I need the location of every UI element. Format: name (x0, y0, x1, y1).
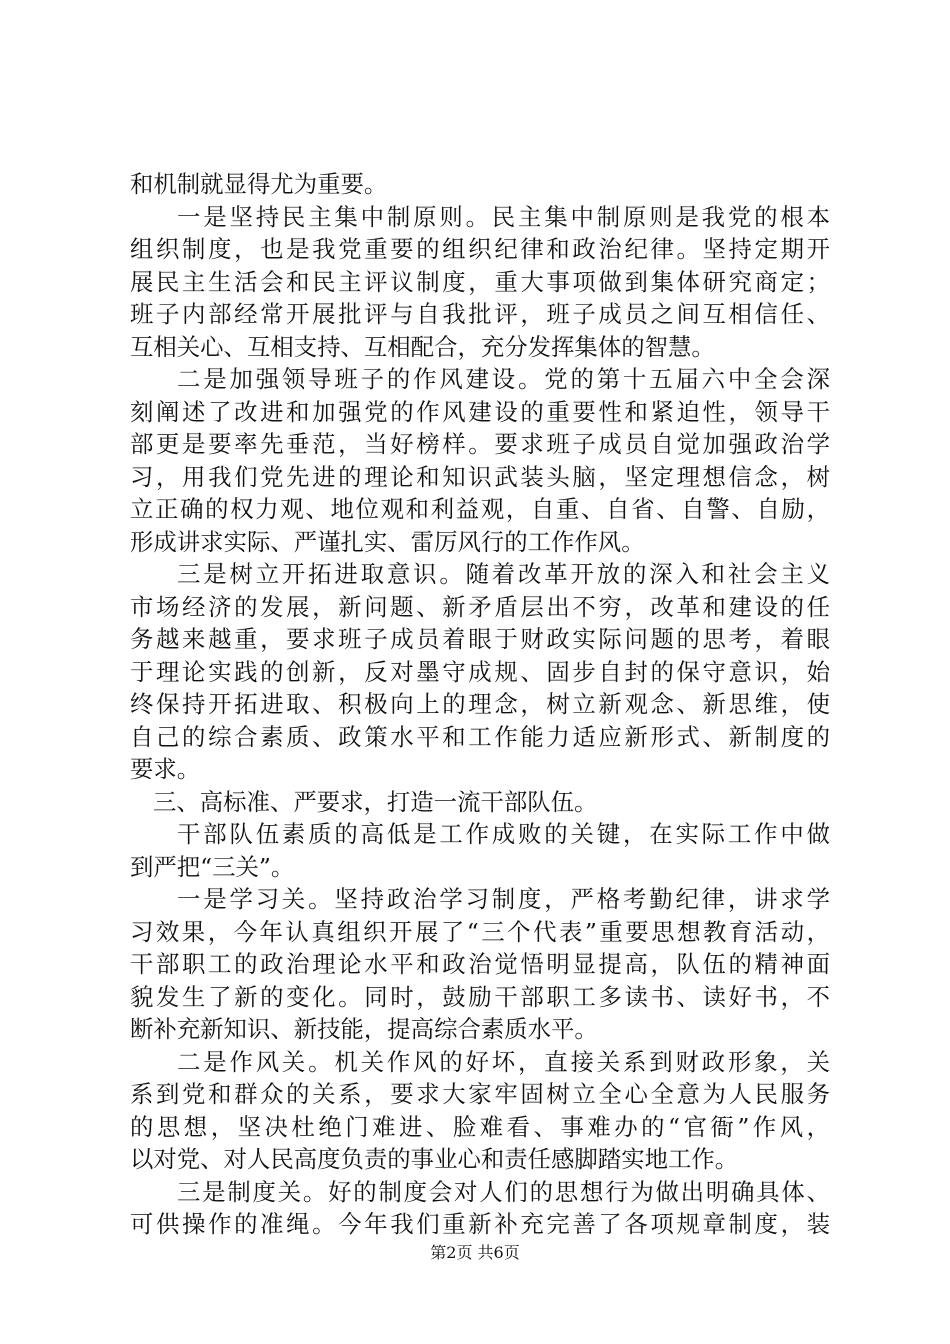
text-line: 的思想，坚决杜绝门难进、脸难看、事难办的“官衙”作风， (130, 1112, 830, 1141)
document-body (130, 168, 830, 1241)
text-line: 班子内部经常开展批评与自我批评，班子成员之间互相信任、 (130, 300, 830, 328)
page-number-label: 第2页 共6页 (430, 1243, 520, 1262)
text-line: 自己的综合素质、政策水平和工作能力适应新形式、新制度的 (130, 722, 830, 751)
text-line: 二是加强领导班子的作风建设。党的第十五届六中全会深 (177, 365, 830, 393)
text-line: 终保持开拓进取、积极向上的理念，树立新观念、新思维，使 (130, 690, 830, 718)
text-line: 三、高标准、严要求，打造一流干部队伍。 (153, 787, 598, 816)
text-line: 以对党、对人民高度负责的事业心和责任感脚踏实地工作。 (130, 1145, 739, 1173)
text-line: 和机制就显得尤为重要。 (130, 170, 388, 198)
text-line: 市场经济的发展，新问题、新矛盾层出不穷，改革和建设的任 (130, 592, 830, 621)
text-line: 要求。 (130, 755, 201, 783)
text-line: 一是坚持民主集中制原则。民主集中制原则是我党的根本 (177, 202, 830, 231)
text-line: 到严把“三关”。 (130, 852, 295, 881)
text-line: 组织制度，也是我党重要的组织纪律和政治纪律。坚持定期开 (130, 235, 830, 263)
text-line: 断补充新知识、新技能，提高综合素质水平。 (130, 1015, 598, 1043)
text-line: 展民主生活会和民主评议制度，重大事项做到集体研究商定； (130, 267, 830, 296)
text-line: 一是学习关。坚持政治学习制度，严格考勤纪律，讲求学 (177, 885, 830, 913)
text-line: 三是制度关。好的制度会对人们的思想行为做出明确具体、 (177, 1177, 830, 1206)
text-line: 三是树立开拓进取意识。随着改革开放的深入和社会主义 (177, 560, 830, 588)
text-line: 二是作风关。机关作风的好坏，直接关系到财政形象，关 (177, 1047, 830, 1076)
page-footer (0, 1243, 950, 1263)
text-line: 习，用我们党先进的理论和知识武装头脑，坚定理想信念，树 (130, 462, 830, 491)
text-line: 习效果，今年认真组织开展了“三个代表”重要思想教育活动， (130, 917, 830, 946)
text-line: 于理论实践的创新，反对墨守成规、固步自封的保守意识，始 (130, 657, 830, 686)
text-line: 刻阐述了改进和加强党的作风建设的重要性和紧迫性，领导干 (130, 397, 830, 426)
text-line: 形成讲求实际、严谨扎实、雷厉风行的工作作风。 (130, 527, 645, 556)
text-line: 务越来越重，要求班子成员着眼于财政实际问题的思考，着眼 (130, 625, 830, 653)
text-line: 干部队伍素质的高低是工作成败的关键，在实际工作中做 (177, 820, 830, 848)
text-line: 可供操作的准绳。今年我们重新补充完善了各项规章制度，装 (130, 1210, 830, 1238)
text-line: 系到党和群众的关系，要求大家牢固树立全心全意为人民服务 (130, 1080, 830, 1108)
text-line: 貌发生了新的变化。同时，鼓励干部职工多读书、读好书，不 (130, 982, 830, 1011)
text-line: 干部职工的政治理论水平和政治觉悟明显提高，队伍的精神面 (130, 950, 830, 978)
text-line: 部更是要率先垂范，当好榜样。要求班子成员自觉加强政治学 (130, 430, 830, 458)
text-line: 互相关心、互相支持、互相配合，充分发挥集体的智慧。 (130, 332, 715, 361)
text-line: 立正确的权力观、地位观和利益观，自重、自省、自警、自励， (130, 495, 830, 523)
